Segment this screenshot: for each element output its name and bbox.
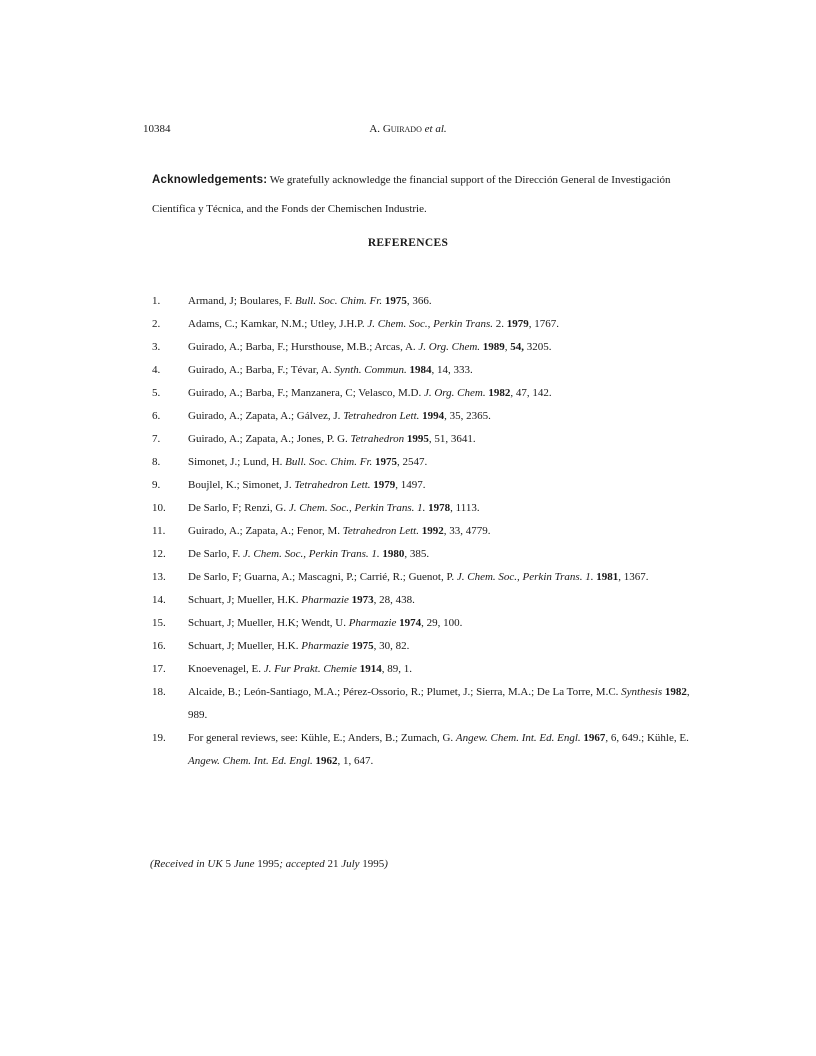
- ref-text: Armand, J; Boulares, F.: [188, 295, 295, 307]
- ref-year-volume: 1973: [351, 594, 374, 606]
- ref-text: ,: [504, 341, 511, 353]
- ref-text: (Received in UK: [150, 858, 226, 870]
- reference-item: [150, 451, 710, 474]
- ref-text: Boujlel, K.; Simonet, J.: [188, 479, 295, 491]
- ref-text: Schuart, J; Mueller, H.K; Wendt, U.: [188, 617, 349, 629]
- author-surname: Guirado: [382, 123, 422, 135]
- ref-year-volume: 1979: [373, 479, 396, 491]
- reference-item: [150, 520, 710, 543]
- reference-item: [150, 681, 710, 727]
- journal-name: Synthesis: [621, 686, 663, 698]
- ref-year-volume: 1962: [315, 755, 338, 767]
- journal-name: Tetrahedron Lett.: [342, 525, 419, 537]
- journal-name: J. Org. Chem.: [418, 341, 481, 353]
- reference-number: 12.: [152, 548, 166, 560]
- ref-text: Alcaide, B.; León-Santiago, M.A.; Pérez-Ossorio, R.; Plumet, J.; Sierra, M.A.; De La Torre, M.C.: [188, 686, 622, 698]
- ref-text: , 385.: [404, 548, 430, 560]
- ref-year-volume: 1982: [664, 686, 687, 698]
- ref-year-volume: 1994: [422, 410, 445, 422]
- ref-text: , 35, 2365.: [444, 410, 491, 422]
- ref-text: Guirado, A.; Barba, F.; Hursthouse, M.B.; Arcas, A.: [188, 341, 419, 353]
- ref-year-volume: 1984: [409, 364, 432, 376]
- reference-item: [150, 635, 710, 658]
- journal-name: Angew. Chem. Int. Ed. Engl.: [188, 755, 313, 767]
- ref-text: , 1, 647.: [337, 755, 374, 767]
- reference-item: [150, 405, 710, 428]
- reference-item: [150, 428, 710, 451]
- journal-name: J. Chem. Soc., Perkin Trans.: [367, 318, 493, 330]
- journal-name: Tetrahedron Lett.: [294, 479, 371, 491]
- reference-number: 1.: [152, 295, 161, 307]
- running-header-author: [0, 123, 816, 135]
- acknowledgements-text: We gratefully acknowledge the financial support of the Dirección General de Investigación Científica y Técnica, and the Fonds der Chemischen Industrie.: [152, 174, 671, 215]
- journal-name: Pharmazie: [301, 640, 349, 652]
- references-list: [150, 290, 710, 773]
- journal-name: J. Chem. Soc., Perkin Trans. 1.: [456, 571, 594, 583]
- reference-item: [150, 336, 710, 359]
- reference-number: 19.: [152, 732, 166, 744]
- ref-text: , 28, 438.: [373, 594, 415, 606]
- ref-text: Schuart, J; Mueller, H.K.: [188, 640, 302, 652]
- ref-text: , 33, 4779.: [443, 525, 491, 537]
- ref-text: De Sarlo, F.: [188, 548, 244, 560]
- reference-number: 18.: [152, 686, 166, 698]
- ref-year-volume: 1974: [399, 617, 422, 629]
- reference-number: 15.: [152, 617, 166, 629]
- ref-text: Guirado, A.; Zapata, A.; Jones, P. G.: [188, 433, 351, 445]
- acknowledgements-label: Acknowledgements:: [152, 174, 268, 186]
- ref-text: , 366.: [406, 295, 432, 307]
- reference-number: 6.: [152, 410, 161, 422]
- ref-text: For general reviews, see: Kühle, E.; Anders, B.; Zumach, G.: [188, 732, 456, 744]
- acknowledgements-paragraph: [152, 166, 688, 224]
- ref-year-volume: 1914: [359, 663, 382, 675]
- reference-item: [150, 359, 710, 382]
- ref-year-volume: 1978: [428, 502, 451, 514]
- reference-number: 8.: [152, 456, 161, 468]
- ref-year-volume: 1967: [583, 732, 606, 744]
- reference-number: 5.: [152, 387, 161, 399]
- reference-number: 17.: [152, 663, 166, 675]
- reference-item: [150, 658, 710, 681]
- ref-year-volume: 1989: [482, 341, 505, 353]
- reference-number: 2.: [152, 318, 161, 330]
- ref-year-volume: 1979: [506, 318, 529, 330]
- reference-item: [150, 589, 710, 612]
- reference-number: 14.: [152, 594, 166, 606]
- ref-text: 1995: [257, 858, 280, 870]
- ref-text: 1995: [362, 858, 385, 870]
- ref-year-volume: 1981: [596, 571, 619, 583]
- ref-year-volume: 1995: [406, 433, 429, 445]
- reference-item: [150, 290, 710, 313]
- ref-text: , 1497.: [395, 479, 426, 491]
- ref-text: ; accepted: [279, 858, 328, 870]
- ref-text: , 30, 82.: [373, 640, 410, 652]
- ref-text: 5: [225, 858, 231, 870]
- journal-name: Angew. Chem. Int. Ed. Engl.: [455, 732, 581, 744]
- ref-text: Guirado, A.; Zapata, A.; Gálvez, J.: [188, 410, 344, 422]
- journal-name: Synth. Commun.: [334, 364, 407, 376]
- ref-text: Knoevenagel, E.: [188, 663, 264, 675]
- journal-name: Tetrahedron Lett.: [343, 410, 420, 422]
- ref-text: 21: [327, 858, 339, 870]
- ref-text: , 1367.: [618, 571, 649, 583]
- ref-text: Guirado, A.; Barba, F.; Manzanera, C; Velasco, M.D.: [188, 387, 424, 399]
- ref-text: 2.: [493, 318, 507, 330]
- ref-text: , 14, 333.: [431, 364, 473, 376]
- ref-year-volume: 1992: [421, 525, 444, 537]
- ref-text: Adams, C.; Kamkar, N.M.; Utley, J.H.P.: [188, 318, 368, 330]
- reference-item: [150, 497, 710, 520]
- ref-text: , 989.: [188, 686, 690, 721]
- reference-item: [150, 612, 710, 635]
- ref-text: 3205.: [524, 341, 552, 353]
- reference-number: 4.: [152, 364, 161, 376]
- reference-item: [150, 543, 710, 566]
- ref-text: , 29, 100.: [421, 617, 463, 629]
- reference-number: 3.: [152, 341, 161, 353]
- ref-text: , 47, 142.: [510, 387, 552, 399]
- journal-name: J. Org. Chem.: [423, 387, 486, 399]
- reference-item: [150, 566, 710, 589]
- journal-name: J. Fur Prakt. Chemie: [263, 663, 357, 675]
- reference-item: [150, 727, 710, 773]
- journal-name: Tetrahedron: [350, 433, 405, 445]
- reference-item: [150, 474, 710, 497]
- author-et-al: et al.: [424, 123, 447, 135]
- journal-name: Pharmazie: [348, 617, 397, 629]
- ref-text: , 51, 3641.: [428, 433, 476, 445]
- ref-text: , 89, 1.: [381, 663, 412, 675]
- reference-number: 16.: [152, 640, 166, 652]
- reference-number: 7.: [152, 433, 161, 445]
- author-initial: A.: [369, 123, 383, 135]
- ref-text: , 2547.: [397, 456, 428, 468]
- ref-year-volume: 1980: [382, 548, 405, 560]
- journal-name: Bull. Soc. Chim. Fr.: [285, 456, 373, 468]
- journal-name: J. Chem. Soc., Perkin Trans. 1.: [288, 502, 426, 514]
- ref-text: De Sarlo, F; Guarna, A.; Mascagni, P.; Carrié, R.; Guenot, P.: [188, 571, 457, 583]
- ref-year-volume: 1982: [488, 387, 511, 399]
- reference-number: 9.: [152, 479, 161, 491]
- reference-number: 11.: [152, 525, 166, 537]
- ref-text: June: [230, 858, 258, 870]
- reference-item: [150, 382, 710, 405]
- ref-text: July: [338, 858, 363, 870]
- reference-item: [150, 313, 710, 336]
- ref-year-volume: 1975: [384, 295, 407, 307]
- references-heading: REFERENCES: [367, 237, 449, 249]
- ref-text: Guirado, A.; Zapata, A.; Fenor, M.: [188, 525, 343, 537]
- ref-year-volume: 54,: [510, 341, 525, 353]
- received-dates-note: [150, 858, 388, 870]
- ref-year-volume: 1975: [375, 456, 398, 468]
- ref-text: De Sarlo, F; Renzi, G.: [188, 502, 289, 514]
- page-number: 10384: [143, 123, 171, 135]
- ref-text: Schuart, J; Mueller, H.K.: [188, 594, 302, 606]
- ref-year-volume: 1975: [351, 640, 374, 652]
- ref-text: Guirado, A.; Barba, F.; Tévar, A.: [188, 364, 335, 376]
- journal-name: Pharmazie: [301, 594, 349, 606]
- ref-text: , 1767.: [528, 318, 559, 330]
- ref-text: Simonet, J.; Lund, H.: [188, 456, 286, 468]
- ref-text: , 6, 649.; Kühle, E.: [605, 732, 689, 744]
- reference-number: 10.: [152, 502, 166, 514]
- ref-text: , 1113.: [450, 502, 480, 514]
- journal-name: J. Chem. Soc., Perkin Trans. 1.: [243, 548, 380, 560]
- journal-name: Bull. Soc. Chim. Fr.: [294, 295, 383, 307]
- reference-number: 13.: [152, 571, 166, 583]
- ref-text: ): [384, 858, 388, 870]
